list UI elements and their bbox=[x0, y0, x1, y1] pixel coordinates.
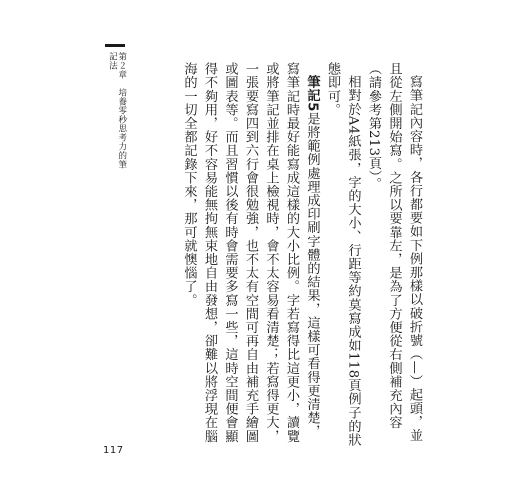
paragraph-text: 是將範例處理成印刷字體的結果，這樣可看得更清楚，寫筆記時最好能寫成這樣的大小比例。字若寫得比這更小，讀覽或將筆記並排在桌上檢視時，會不太容易看清楚；若寫得更大，一張要寫四到六行會很勉強，也不太有空間可再自由補充手繪圖或圖表等。而且習慣以後有時會需要多寫一些，這時空間便會顯得不夠用，好不容易能無拘無束地自由發想，卻難以將浮現在腦海的一切全都記錄下來，那可就懊惱了。 bbox=[181, 62, 320, 443]
paragraph bbox=[178, 62, 322, 447]
paragraph: 寫筆記內容時，各行都要如下例那樣以破折號（—）起頭，並且從左側開始寫。之所以要靠左，是為了方便從右側補充內容（請參考第213頁）。 bbox=[366, 62, 422, 443]
body-text bbox=[178, 62, 424, 447]
chapter-title: 第２章 培養零秒思考力的筆記法 bbox=[107, 52, 127, 169]
paragraph: 相對於A4紙張，字的大小、行距等約莫寫成如118頁例子的狀態即可。 bbox=[325, 62, 361, 447]
note-label: 筆記5 bbox=[304, 75, 320, 112]
page-number: 117 bbox=[103, 445, 124, 456]
chapter-rule bbox=[105, 44, 125, 47]
chapter-tab bbox=[105, 44, 125, 174]
